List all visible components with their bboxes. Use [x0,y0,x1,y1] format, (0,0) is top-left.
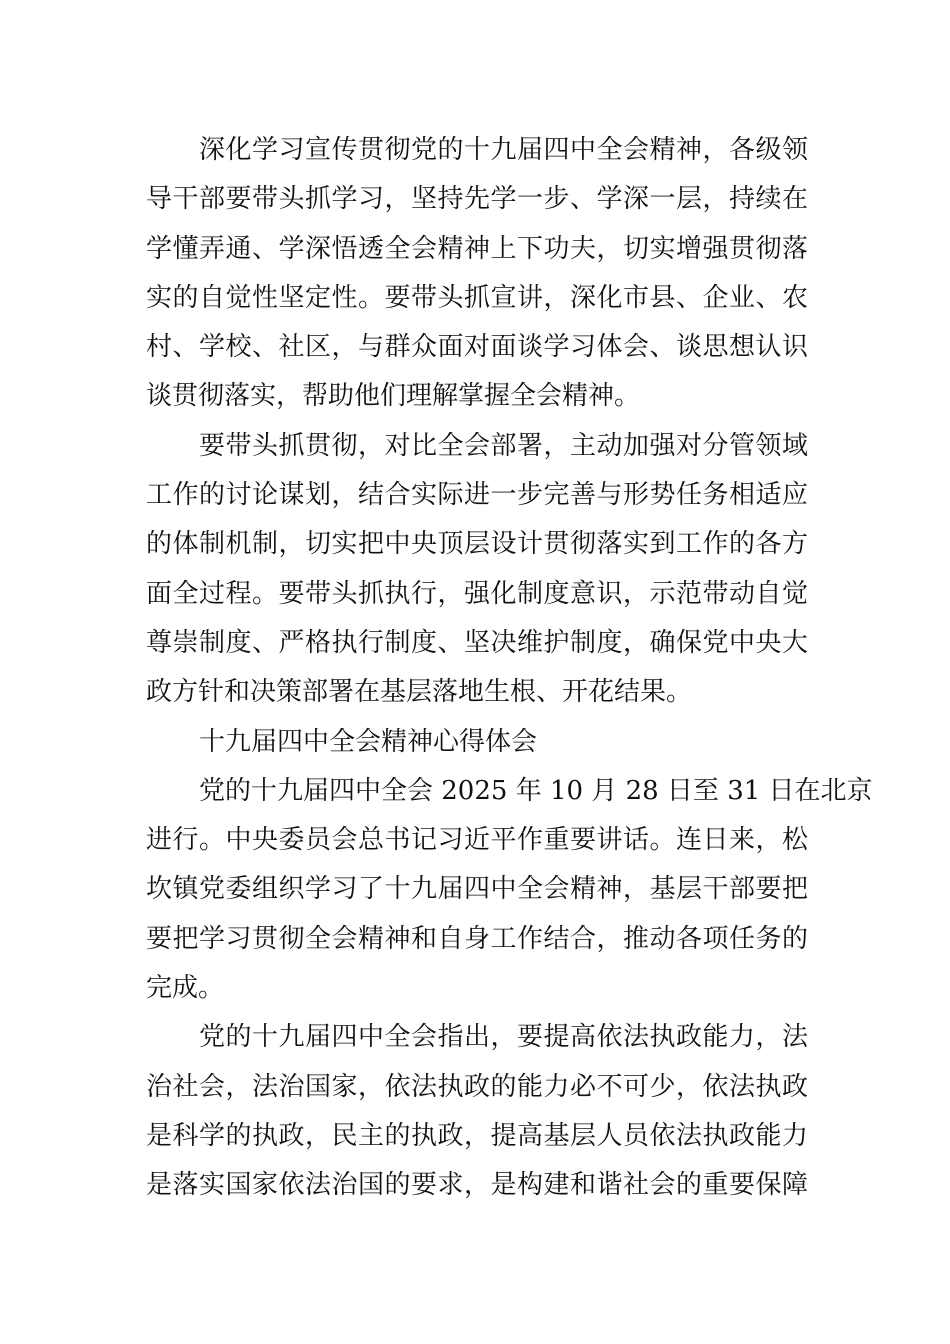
text-line: 面全过程。要带头抓执行，强化制度意识，示范带动自觉 [146,578,808,609]
text-line: 村、学校、社区，与群众面对面谈学习体会、谈思想认识 [146,332,808,363]
text-line: 谈贯彻落实，帮助他们理解掌握全会精神。 [146,381,641,412]
text-line: 完成。 [146,973,225,1004]
text-line: 学懂弄通、学深悟透全会精神上下功夫，切实增强贯彻落 [146,233,808,264]
text-line: 导干部要带头抓学习，坚持先学一步、学深一层，持续在 [146,184,808,215]
text-line: 尊崇制度、严格执行制度、坚决维护制度，确保党中央大 [146,627,808,658]
text-line: 进行。中央委员会总书记习近平作重要讲话。连日来，松 [146,825,808,856]
text-line: 党的十九届四中全会 2025 年 10 月 28 日至 31 日在北京 [199,775,873,806]
section-heading: 十九届四中全会精神心得体会 [199,726,538,757]
text-line: 坎镇党委组织学习了十九届四中全会精神，基层干部要把 [146,874,808,905]
text-line: 的体制机制，切实把中央顶层设计贯彻落实到工作的各方 [146,529,808,560]
document-body [146,126,873,1211]
text-line: 政方针和决策部署在基层落地生根、开花结果。 [146,677,693,708]
text-line: 党的十九届四中全会指出，要提高依法执政能力，法 [199,1022,808,1053]
text-line: 治社会，法治国家，依法执政的能力必不可少，依法执政 [146,1071,808,1102]
text-line: 实的自觉性坚定性。要带头抓宣讲，深化市县、企业、农 [146,282,808,313]
text-line: 是落实国家依法治国的要求，是构建和谐社会的重要保障 [146,1170,808,1201]
text-line: 要带头抓贯彻，对比全会部署，主动加强对分管领域 [199,430,808,461]
text-line: 工作的讨论谋划，结合实际进一步完善与形势任务相适应 [146,480,808,511]
text-line: 深化学习宣传贯彻党的十九届四中全会精神，各级领 [199,135,808,165]
text-line: 要把学习贯彻全会精神和自身工作结合，推动各项任务的 [146,923,808,954]
text-line: 是科学的执政，民主的执政，提高基层人员依法执政能力 [146,1120,808,1151]
